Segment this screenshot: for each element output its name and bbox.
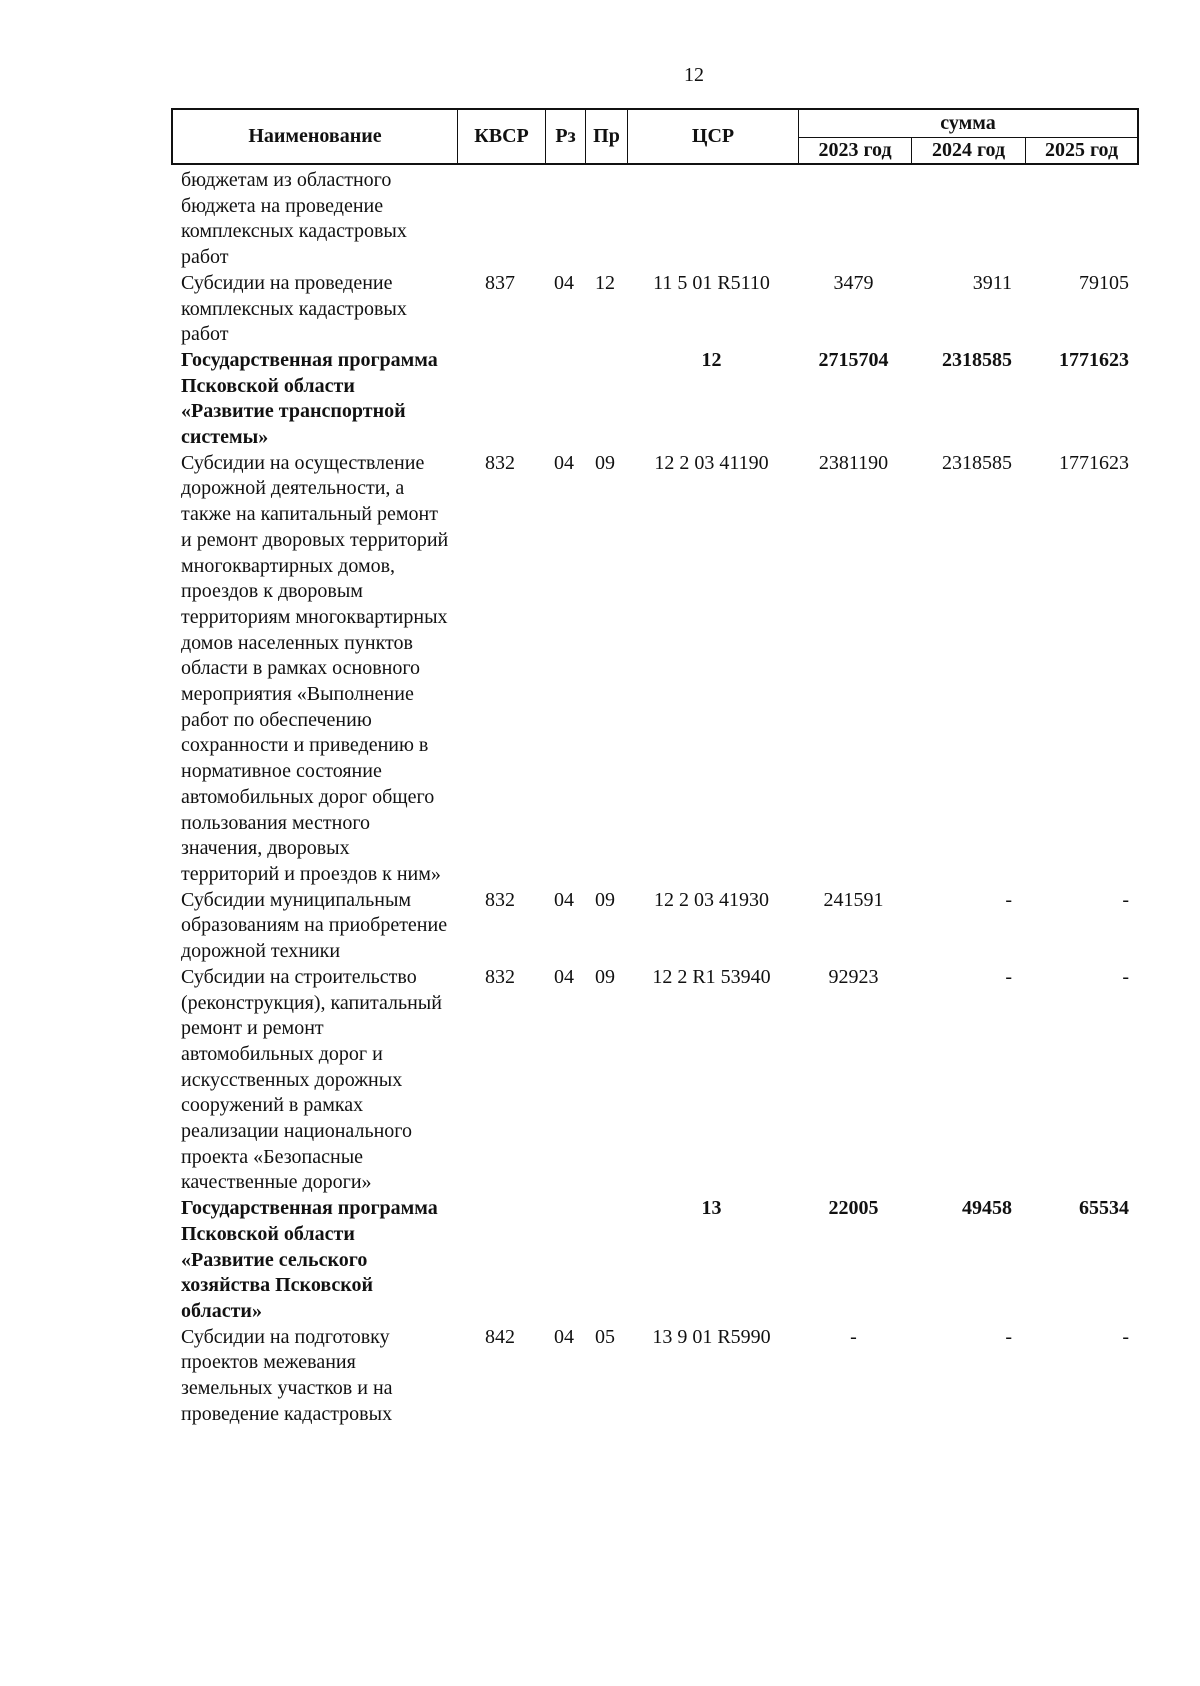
row-y2025: - bbox=[1122, 1325, 1129, 1348]
row-y2024: - bbox=[1005, 1325, 1012, 1348]
row-csr: 11 5 01 R5110 bbox=[653, 271, 770, 294]
row-y2024: 49458 bbox=[962, 1197, 1012, 1220]
row-rz: 04 bbox=[554, 451, 574, 474]
row-name: Субсидии муниципальным образованиям на приобретение дорожной техники bbox=[181, 888, 448, 963]
row-pr: 09 bbox=[595, 965, 615, 988]
row-pr: 05 bbox=[595, 1325, 615, 1348]
row-name: Государственная программа Псковской области «Развитие сельского хозяйства Псковской области» bbox=[181, 1197, 438, 1322]
row-rz: 04 bbox=[554, 888, 574, 911]
table-row bbox=[171, 1325, 1139, 1428]
row-csr: 12 bbox=[701, 348, 722, 371]
row-kvsr: 832 bbox=[485, 451, 515, 474]
row-y2025: 1771623 bbox=[1059, 348, 1129, 371]
table-body bbox=[171, 168, 1139, 1427]
row-y2024: 2318585 bbox=[942, 451, 1012, 474]
table-row bbox=[171, 888, 1139, 965]
row-kvsr: 832 bbox=[485, 888, 515, 911]
row-rz: 04 bbox=[554, 1325, 574, 1348]
row-kvsr: 842 bbox=[485, 1325, 515, 1348]
row-name: Субсидии на проведение комплексных кадастровых работ bbox=[181, 271, 407, 346]
row-name: Субсидии на осуществление дорожной деятельности, а также на капитальный ремонт и ремонт дворовых территорий многоквартирных домов, проездов к дворовым территориям многоквартирных домов населенных пунктов области в рамках основного мероприятия «Выполнение работ по обеспечению сохранности и приведению в нормативное состояние автомобильных дорог общего пользования местного значения, дворовых территорий и проездов к ним» bbox=[181, 451, 449, 885]
table-row bbox=[171, 348, 1139, 451]
header-rz: Рз bbox=[546, 110, 586, 163]
row-y2023: 2381190 bbox=[818, 451, 889, 474]
row-y2023: 241591 bbox=[823, 888, 884, 911]
row-kvsr: 832 bbox=[485, 965, 515, 988]
table-row bbox=[171, 965, 1139, 1196]
row-pr: 09 bbox=[595, 888, 615, 911]
header-year-2023: 2023 год bbox=[799, 138, 912, 163]
row-y2024: - bbox=[1005, 888, 1012, 911]
header-year-2024: 2024 год bbox=[912, 138, 1026, 163]
row-name: Субсидии на подготовку проектов межевания земельных участков и на проведение кадастровых bbox=[181, 1325, 393, 1425]
row-y2024: - bbox=[1005, 965, 1012, 988]
table-row bbox=[171, 1196, 1139, 1325]
row-y2023: 92923 bbox=[828, 965, 879, 988]
row-csr: 12 2 03 41190 bbox=[654, 451, 769, 474]
row-y2023: 3479 bbox=[833, 271, 874, 294]
row-csr: 13 9 01 R5990 bbox=[652, 1325, 771, 1348]
header-kvsr: КВСР bbox=[458, 110, 546, 163]
row-pr: 09 bbox=[595, 451, 615, 474]
row-y2025: 79105 bbox=[1079, 271, 1129, 294]
header-name: Наименование bbox=[173, 110, 458, 163]
table-header bbox=[171, 108, 1139, 165]
row-y2024: 3911 bbox=[972, 271, 1012, 294]
row-y2025: - bbox=[1122, 965, 1129, 988]
row-rz: 04 bbox=[554, 965, 574, 988]
row-name: Государственная программа Псковской области «Развитие транспортной системы» bbox=[181, 348, 438, 449]
header-pr: Пр bbox=[586, 110, 628, 163]
header-year-2025: 2025 год bbox=[1044, 139, 1119, 161]
row-y2025: 1771623 bbox=[1059, 451, 1129, 474]
row-pr: 12 bbox=[595, 271, 615, 294]
row-y2024: 2318585 bbox=[942, 348, 1012, 371]
header-csr: ЦСР bbox=[628, 110, 799, 163]
row-kvsr: 837 bbox=[485, 271, 515, 294]
header-summa: сумма bbox=[799, 110, 1137, 138]
row-rz: 04 bbox=[554, 271, 574, 294]
table-row bbox=[171, 451, 1139, 888]
table-row bbox=[171, 271, 1139, 348]
row-csr: 13 bbox=[701, 1197, 722, 1220]
row-y2023: 22005 bbox=[828, 1197, 879, 1220]
row-name: Субсидии на строительство (реконструкция), капитальный ремонт и ремонт автомобильных дорог и искусственных дорожных сооружений в рамках реализации национального проекта «Безопасные качественные дороги» bbox=[181, 965, 442, 1194]
row-y2023: 2715704 bbox=[818, 348, 889, 371]
row-name: бюджетам из областного бюджета на проведение комплексных кадастровых работ bbox=[181, 169, 407, 269]
table-row bbox=[171, 168, 1139, 271]
row-csr: 12 2 03 41930 bbox=[654, 888, 769, 911]
row-csr: 12 2 R1 53940 bbox=[652, 965, 771, 988]
row-y2025: 65534 bbox=[1079, 1197, 1129, 1220]
row-y2025: - bbox=[1122, 888, 1129, 911]
page-number: 12 bbox=[684, 64, 704, 86]
row-y2023: - bbox=[850, 1325, 857, 1348]
